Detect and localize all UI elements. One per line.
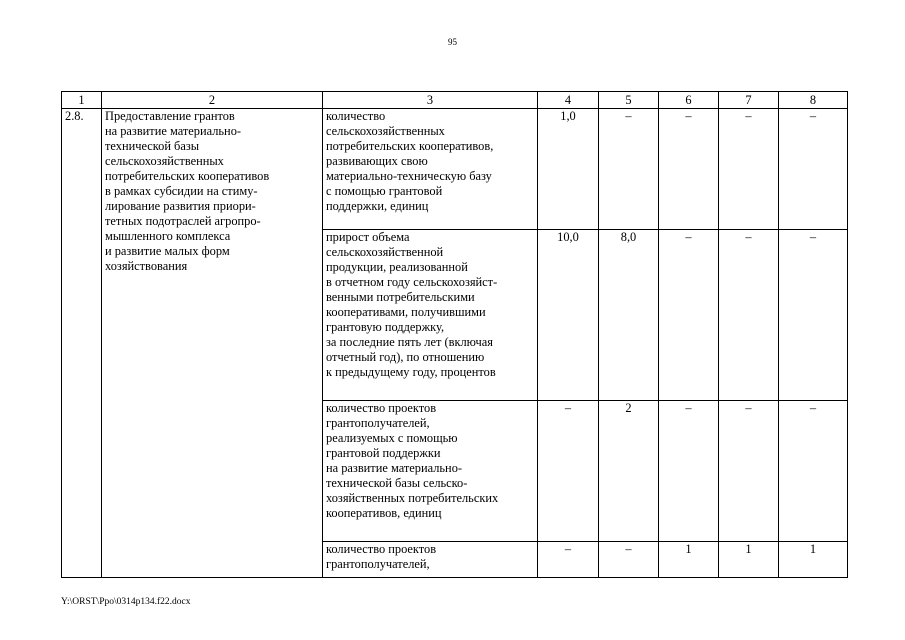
file-path-footer: Y:\ORST\Ppo\0314p134.f22.docx: [61, 597, 191, 607]
value-cell: –: [719, 401, 779, 542]
table-header-row: [62, 92, 848, 109]
header-cell: 3: [323, 92, 538, 109]
header-cell: 5: [599, 92, 659, 109]
value-cell: 10,0: [538, 230, 599, 401]
header-cell: 8: [779, 92, 848, 109]
value-cell: 1,0: [538, 109, 599, 230]
header-cell: 4: [538, 92, 599, 109]
value-cell: –: [599, 109, 659, 230]
value-cell: –: [779, 109, 848, 230]
value-cell: –: [659, 109, 719, 230]
header-cell: 1: [62, 92, 102, 109]
value-cell: –: [599, 542, 659, 578]
indicator-text: количество сельскохозяйственных потребительских кооперативов, развивающих свою материально-техническую базу с помощью грантовой поддержки, единиц: [323, 109, 538, 230]
value-cell: –: [779, 230, 848, 401]
value-cell: 1: [659, 542, 719, 578]
table-row: [62, 109, 848, 230]
indicator-text: количество проектов грантополучателей,: [323, 542, 538, 578]
value-cell: –: [719, 109, 779, 230]
item-number: 2.8.: [62, 109, 102, 578]
value-cell: 1: [719, 542, 779, 578]
value-cell: –: [719, 230, 779, 401]
value-cell: –: [659, 401, 719, 542]
value-cell: –: [538, 542, 599, 578]
indicator-text: прирост объема сельскохозяйственной продукции, реализованной в отчетном году сельскохозяйст- венными потребительскими кооперативами, получившими грантовую поддержку, за последние пять лет (включая отчетный год), по отношению к предыдущему году, процентов: [323, 230, 538, 401]
value-cell: 8,0: [599, 230, 659, 401]
indicator-text: количество проектов грантополучателей, реализуемых с помощью грантовой поддержки на развитие материально- технической базы сельско- хозяйственных потребительских кооперативов, единиц: [323, 401, 538, 542]
header-cell: 6: [659, 92, 719, 109]
value-cell: 2: [599, 401, 659, 542]
header-cell: 2: [102, 92, 323, 109]
value-cell: –: [779, 401, 848, 542]
header-cell: 7: [719, 92, 779, 109]
value-cell: –: [538, 401, 599, 542]
value-cell: 1: [779, 542, 848, 578]
page-number: 95: [448, 37, 457, 47]
item-description: Предоставление грантов на развитие материально- технической базы сельскохозяйственных потребительских кооперативов в рамках субсидии на стиму- лирование развития приори- тетных подотраслей агропро- мышленного комплекса и развитие малых форм хозяйствования: [102, 109, 323, 578]
value-cell: –: [659, 230, 719, 401]
indicators-table: [61, 91, 848, 578]
